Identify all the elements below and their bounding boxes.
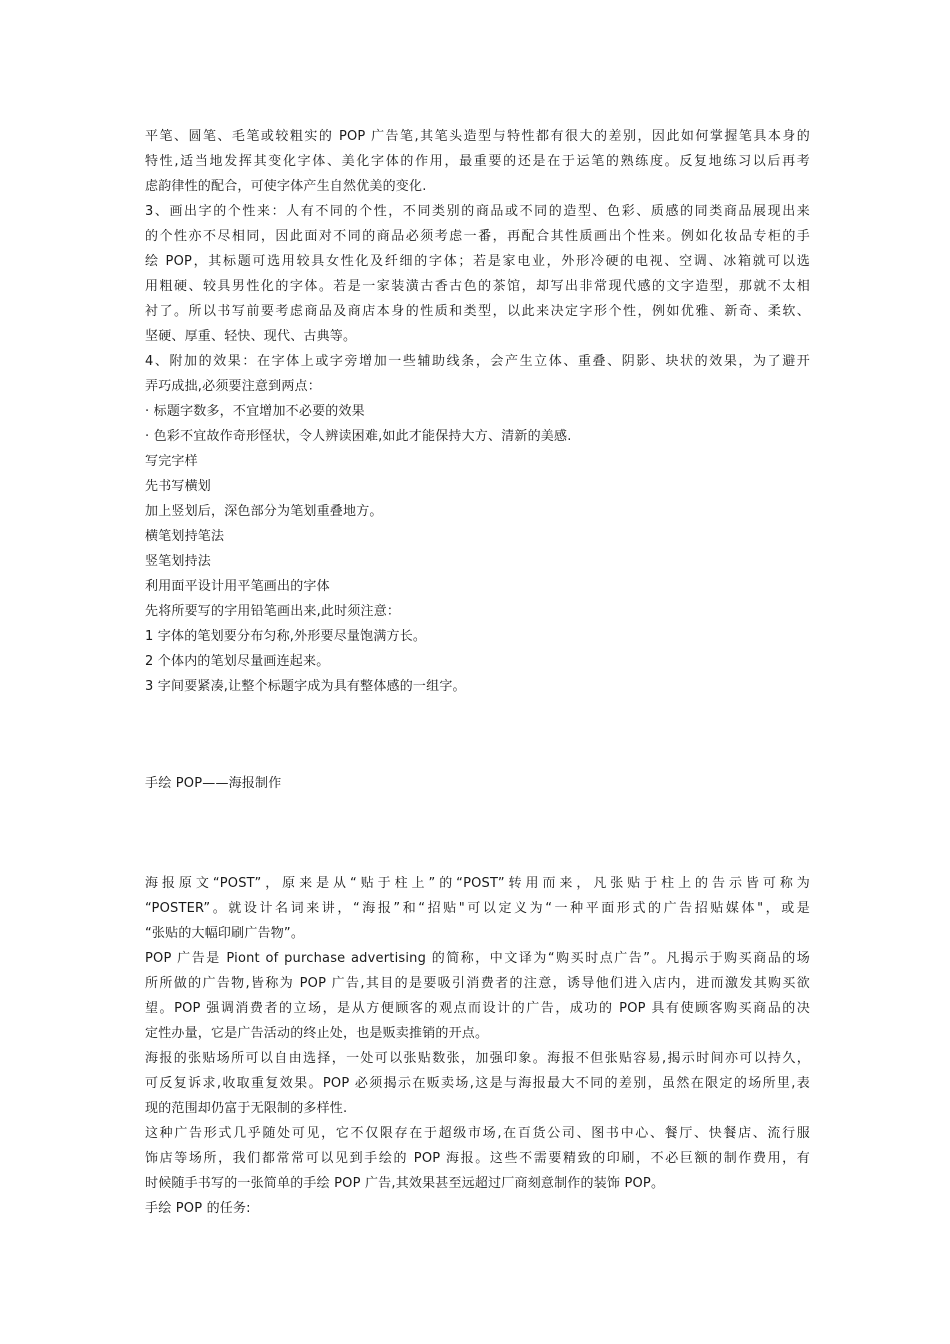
section-poster (145, 871, 810, 1221)
paragraph-line: 的个性亦不尽相同，因此面对不同的商品必须考虑一番，再配合其性质画出个性来。例如化妆品专柜的手 (145, 229, 810, 244)
paragraph-line: 现的范围却仍富于无限制的多样性. (145, 1101, 348, 1116)
caption-line: 横笔划持笔法 (145, 529, 225, 544)
paragraph-line: 所所做的广告物,皆称为 POP 广告,其目的是要吸引消费者的注意，诱导他们进入店内，进而激发其购买欲 (145, 976, 810, 991)
section-pop-lettering (145, 124, 810, 699)
paragraph-line: 坚硬、厚重、轻快、现代、古典等。 (145, 329, 357, 344)
paragraph-line: 特性,适当地发挥其变化字体、美化字体的作用，最重要的还是在于运笔的熟练度。反复地练习以后再考 (145, 154, 810, 169)
paragraph-line: “POSTER”。就设计名词来讲，“海报”和“招贴"可以定义为“一种平面形式的广告招贴媒体"，或是 (145, 901, 810, 916)
paragraph-line: 用粗硬、较具男性化的字体。若是一家装潢古香古色的茶馆，却写出非常现代感的文字造型，那就不太相 (145, 279, 810, 294)
paragraph-line: 可反复诉求,收取重复效果。POP 必须揭示在贩卖场,这是与海报最大不同的差别，虽然在限定的场所里,表 (145, 1076, 810, 1091)
section-title: 手绘 POP——海报制作 (145, 776, 282, 791)
numbered-item: 2 个体内的笔划尽量画连起来。 (145, 654, 330, 669)
paragraph-line: 定性办量，它是广告活动的终止处，也是贩卖推销的开点。 (145, 1026, 489, 1041)
numbered-item: 3 字间要紧凑,让整个标题字成为具有整体感的一组字。 (145, 679, 466, 694)
caption-line: 利用面平设计用平笔画出的字体 (145, 579, 330, 594)
paragraph-line: “张贴的大幅印刷广告物”。 (145, 926, 305, 941)
paragraph-line: 时候随手书写的一张简单的手绘 POP 广告,其效果甚至远超过厂商刻意制作的装饰 POP。 (145, 1176, 665, 1191)
numbered-item: 1 字体的笔划要分布匀称,外形要尽量饱满方长。 (145, 629, 427, 644)
paragraph-line: 平笔、圆笔、毛笔或较粗实的 POP 广告笔,其笔头造型与特性都有很大的差别，因此如何掌握笔具本身的 (145, 129, 810, 144)
caption-line: 先书写横划 (145, 479, 212, 494)
paragraph-line: 海报原文“POST”，原来是从“贴于柱上”的“POST”转用而来，凡张贴于柱上的告示皆可称为 (145, 876, 810, 891)
paragraph-line: 这种广告形式几乎随处可见，它不仅限存在于超级市场,在百货公司、图书中心、餐厅、快餐店、流行服 (145, 1126, 810, 1141)
caption-line: 写完字样 (145, 454, 198, 469)
paragraph-line: 虑韵律性的配合，可使字体产生自然优美的变化. (145, 179, 427, 194)
paragraph-line: 饰店等场所，我们都常常可以见到手绘的 POP 海报。这些不需要精致的印刷，不必巨额的制作费用，有 (145, 1151, 810, 1166)
paragraph-line: 4、附加的效果：在字体上或字旁增加一些辅助线条，会产生立体、重叠、阴影、块状的效果，为了避开 (145, 354, 810, 369)
paragraph-line: 3、画出字的个性来：人有不同的个性，不同类别的商品或不同的造型、色彩、质感的同类商品展现出来 (145, 204, 810, 219)
paragraph-line: 弄巧成拙,必须要注意到两点： (145, 379, 321, 394)
bullet-item: · 标题字数多，不宜增加不必要的效果 (145, 404, 365, 419)
paragraph-line: 衬了。所以书写前要考虑商品及商店本身的性质和类型，以此来决定字形个性，例如优雅、新奇、柔软、 (145, 304, 810, 319)
caption-line: 加上竖划后，深色部分为笔划重叠地方。 (145, 504, 383, 519)
paragraph-line: POP 广告是 Piont of purchase advertising 的简称，中文译为“购买时点广告”。凡揭示于购买商品的场 (145, 951, 810, 966)
paragraph-line: 手绘 POP 的任务: (145, 1201, 251, 1216)
section-heading (145, 771, 810, 796)
paragraph-line: 海报的张贴场所可以自由选择，一处可以张贴数张，加强印象。海报不但张贴容易,揭示时间亦可以持久， (145, 1051, 810, 1066)
paragraph-line: 绘 POP，其标题可选用较具女性化及纤细的字体；若是家电业，外形冷硬的电视、空调、冰箱就可以选 (145, 254, 810, 269)
bullet-item: · 色彩不宜故作奇形怪状，令人辨读困难,如此才能保持大方、清新的美感. (145, 429, 572, 444)
paragraph-line: 先将所要写的字用铅笔画出来,此时须注意： (145, 604, 401, 619)
paragraph-line: 望。POP 强调消费者的立场，是从方便顾客的观点而设计的广告，成功的 POP 具有使顾客购买商品的决 (145, 1001, 810, 1016)
caption-line: 竖笔划持法 (145, 554, 212, 569)
